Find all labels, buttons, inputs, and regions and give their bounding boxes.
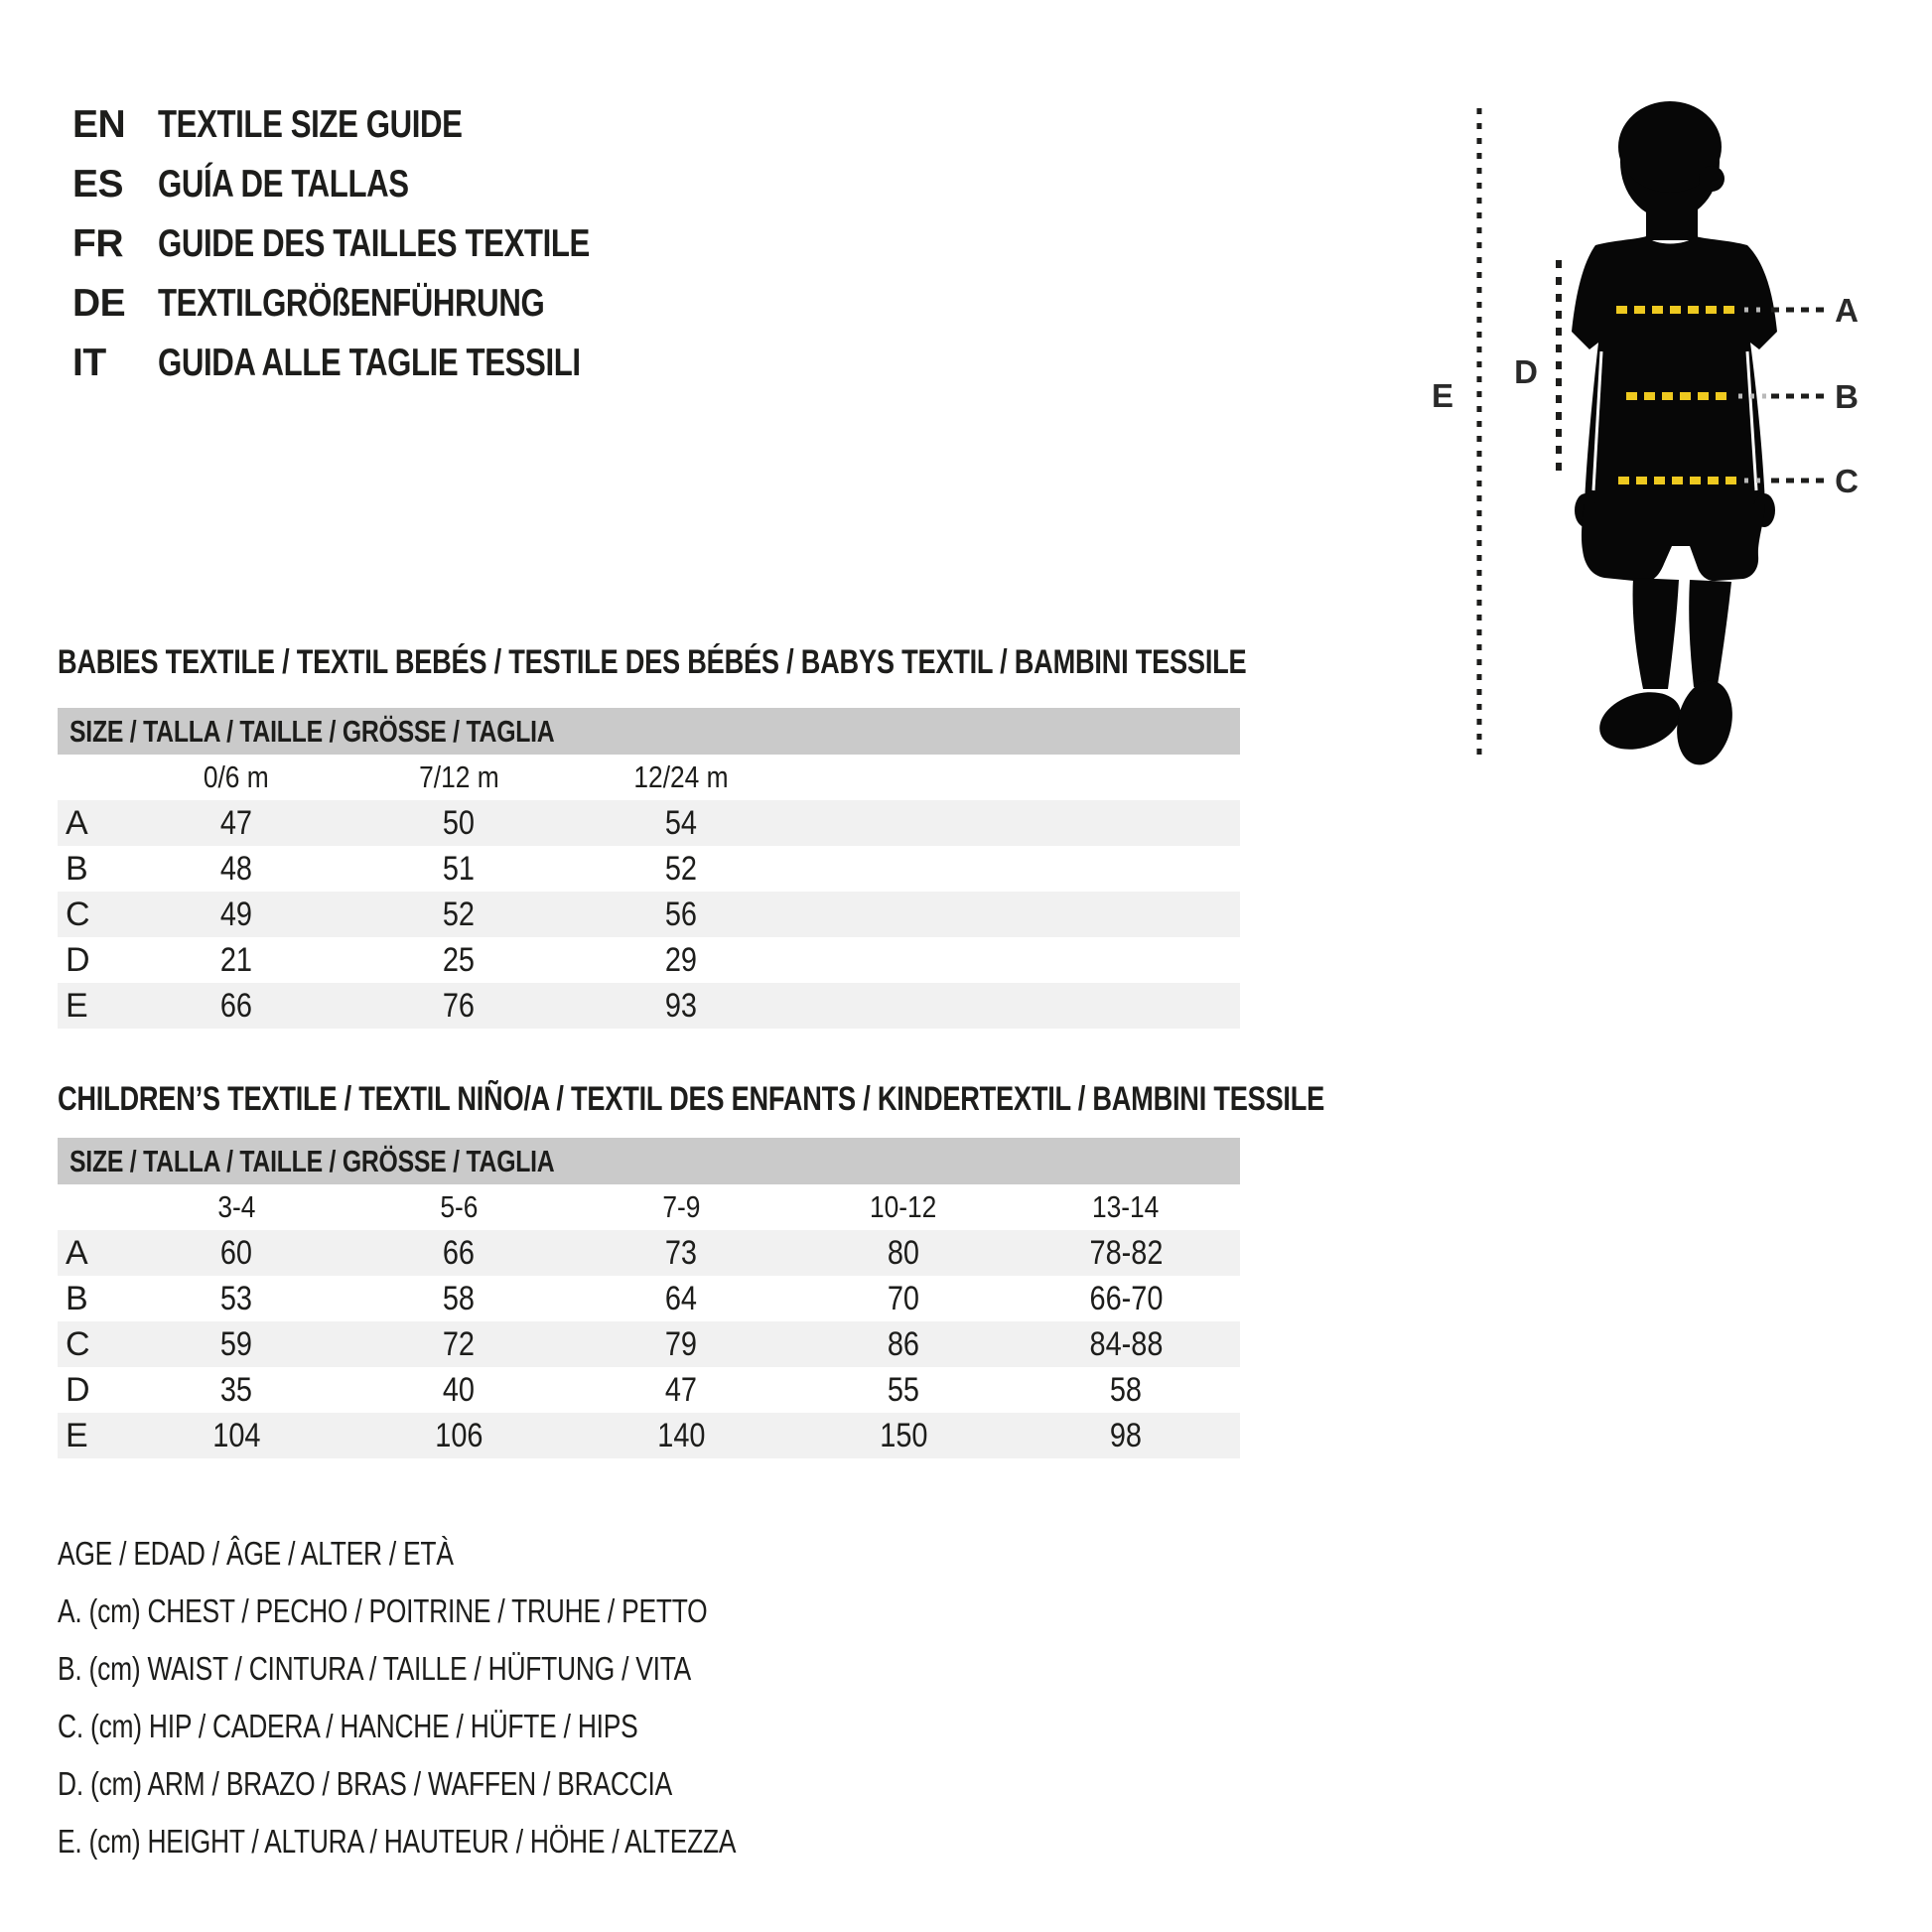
children-row-e-v0: 104 (211, 1416, 261, 1454)
babies-col-0-6m: 0/6 m (204, 759, 269, 794)
babies-row-b-v2: 52 (664, 849, 698, 888)
babies-row-c-v0: 49 (219, 895, 253, 933)
children-row-e (58, 1413, 1240, 1458)
silhouette-shorts (1582, 504, 1765, 582)
label-c: C (1835, 463, 1859, 499)
lang-title-en: TEXTILE SIZE GUIDE (158, 103, 463, 146)
label-d: D (1514, 353, 1538, 390)
children-column-header-row (58, 1184, 1240, 1230)
legend-d-arm: D. (cm) ARM / BRAZO / BRAS / WAFFEN / BRACCIA (58, 1765, 672, 1802)
children-size-header-bar (58, 1138, 1240, 1184)
children-row-a-v4: 78-82 (1089, 1233, 1163, 1272)
silhouette-neck (1646, 199, 1698, 240)
babies-row-c (58, 892, 1240, 937)
legend-b-waist: B. (cm) WAIST / CINTURA / TAILLE / HÜFTUNG / VITA (58, 1650, 692, 1687)
babies-row-b-v0: 48 (219, 849, 253, 888)
babies-row-c-v1: 52 (442, 895, 476, 933)
babies-row-a-v1: 50 (442, 803, 476, 842)
children-row-b-label: B (66, 1279, 88, 1317)
lang-code-fr: FR (72, 222, 123, 265)
babies-size-header-bar (58, 708, 1240, 755)
babies-row-a-label: A (66, 803, 88, 842)
children-row-a-v2: 73 (664, 1233, 698, 1272)
child-silhouette (1572, 101, 1777, 770)
label-e: E (1431, 377, 1454, 414)
children-row-c-v4: 84-88 (1089, 1324, 1163, 1363)
children-col-5-6: 5-6 (439, 1189, 479, 1224)
children-row-b-v0: 53 (219, 1279, 253, 1317)
babies-row-d-label: D (66, 940, 90, 979)
children-row-c-v0: 59 (219, 1324, 253, 1363)
lang-title-it: GUIDA ALLE TAGLIE TESSILI (158, 342, 581, 384)
lang-title-fr: GUIDE DES TAILLES TEXTILE (158, 222, 590, 265)
babies-row-d-v1: 25 (442, 940, 476, 979)
lang-code-de: DE (72, 282, 126, 325)
babies-row-c-label: C (66, 895, 90, 933)
babies-row-d-v0: 21 (219, 940, 253, 979)
babies-size-table (58, 708, 1240, 1029)
children-row-c-v3: 86 (887, 1324, 920, 1363)
label-a: A (1835, 292, 1859, 329)
lang-code-es: ES (72, 163, 124, 206)
children-row-d-label: D (66, 1370, 90, 1409)
children-col-10-12: 10-12 (870, 1189, 937, 1224)
babies-row-a-v2: 54 (664, 803, 698, 842)
lang-code-en: EN (72, 103, 126, 146)
babies-row-e-label: E (66, 986, 88, 1025)
babies-row-d (58, 937, 1240, 983)
children-row-b (58, 1276, 1240, 1321)
legend-age: AGE / EDAD / ÂGE / ALTER / ETÀ (58, 1535, 454, 1572)
legend-c-hip: C. (cm) HIP / CADERA / HANCHE / HÜFTE / HIPS (58, 1708, 638, 1744)
babies-size-header-text: SIZE / TALLA / TAILLE / GRÖSSE / TAGLIA (69, 713, 555, 749)
children-row-d-v4: 58 (1109, 1370, 1143, 1409)
children-row-c-v1: 72 (442, 1324, 476, 1363)
silhouette-left-leg (1633, 578, 1679, 689)
children-row-e-label: E (66, 1416, 88, 1454)
babies-row-b (58, 846, 1240, 892)
children-row-d-v1: 40 (442, 1370, 476, 1409)
children-row-c (58, 1321, 1240, 1367)
silhouette-left-foot (1592, 682, 1689, 759)
children-row-e-v2: 140 (656, 1416, 706, 1454)
children-row-a-label: A (66, 1233, 88, 1272)
children-size-header-text: SIZE / TALLA / TAILLE / GRÖSSE / TAGLIA (69, 1143, 555, 1178)
babies-col-7-12m: 7/12 m (418, 759, 499, 794)
measurement-legend (58, 1525, 905, 1870)
lang-code-it: IT (72, 342, 106, 384)
children-section-title (58, 1080, 1641, 1119)
babies-row-e-v0: 66 (219, 986, 253, 1025)
children-col-7-9: 7-9 (661, 1189, 701, 1224)
children-row-e-v1: 106 (434, 1416, 483, 1454)
children-row-d-v3: 55 (887, 1370, 920, 1409)
legend-a-chest: A. (cm) CHEST / PECHO / POITRINE / TRUHE / PETTO (58, 1592, 708, 1629)
children-col-3-4: 3-4 (216, 1189, 256, 1224)
babies-column-header-row (58, 755, 1240, 800)
silhouette-face (1699, 166, 1725, 192)
children-size-table (58, 1138, 1240, 1458)
children-row-a-v0: 60 (219, 1233, 253, 1272)
children-row-d-v2: 47 (664, 1370, 698, 1409)
children-row-d-v0: 35 (219, 1370, 253, 1409)
children-section-title-text: CHILDREN’S TEXTILE / TEXTIL NIÑO/A / TEXTIL DES ENFANTS / KINDERTEXTIL / BAMBINI TESSILE (58, 1080, 1325, 1118)
babies-row-e-v1: 76 (442, 986, 476, 1025)
babies-col-12-24m: 12/24 m (633, 759, 729, 794)
children-row-e-v4: 98 (1109, 1416, 1143, 1454)
babies-section-title (58, 643, 1544, 682)
children-row-c-v2: 79 (664, 1324, 698, 1363)
babies-row-b-label: B (66, 849, 88, 888)
children-row-a (58, 1230, 1240, 1276)
babies-row-a (58, 800, 1240, 846)
legend-e-height: E. (cm) HEIGHT / ALTURA / HAUTEUR / HÖHE / ALTEZZA (58, 1823, 737, 1860)
children-row-b-v1: 58 (442, 1279, 476, 1317)
children-row-c-label: C (66, 1324, 90, 1363)
lang-title-de: TEXTILGRÖßENFÜHRUNG (158, 282, 545, 325)
babies-row-b-v1: 51 (442, 849, 476, 888)
children-row-b-v2: 64 (664, 1279, 698, 1317)
children-row-d (58, 1367, 1240, 1413)
silhouette-shirt (1572, 236, 1777, 504)
lang-title-es: GUÍA DE TALLAS (158, 163, 409, 206)
silhouette-right-leg (1689, 580, 1731, 687)
babies-row-a-v0: 47 (219, 803, 253, 842)
children-row-e-v3: 150 (879, 1416, 928, 1454)
silhouette-right-foot (1670, 675, 1740, 769)
children-row-b-v3: 70 (887, 1279, 920, 1317)
babies-row-e (58, 983, 1240, 1029)
children-col-13-14: 13-14 (1092, 1189, 1160, 1224)
children-row-a-v1: 66 (442, 1233, 476, 1272)
babies-row-d-v2: 29 (664, 940, 698, 979)
babies-section-title-text: BABIES TEXTILE / TEXTIL BEBÉS / TESTILE DES BÉBÉS / BABYS TEXTIL / BAMBINI TESSILE (58, 643, 1247, 681)
babies-row-c-v2: 56 (664, 895, 698, 933)
children-row-b-v4: 66-70 (1089, 1279, 1163, 1317)
label-b: B (1835, 378, 1859, 415)
babies-row-e-v2: 93 (664, 986, 698, 1025)
children-row-a-v3: 80 (887, 1233, 920, 1272)
